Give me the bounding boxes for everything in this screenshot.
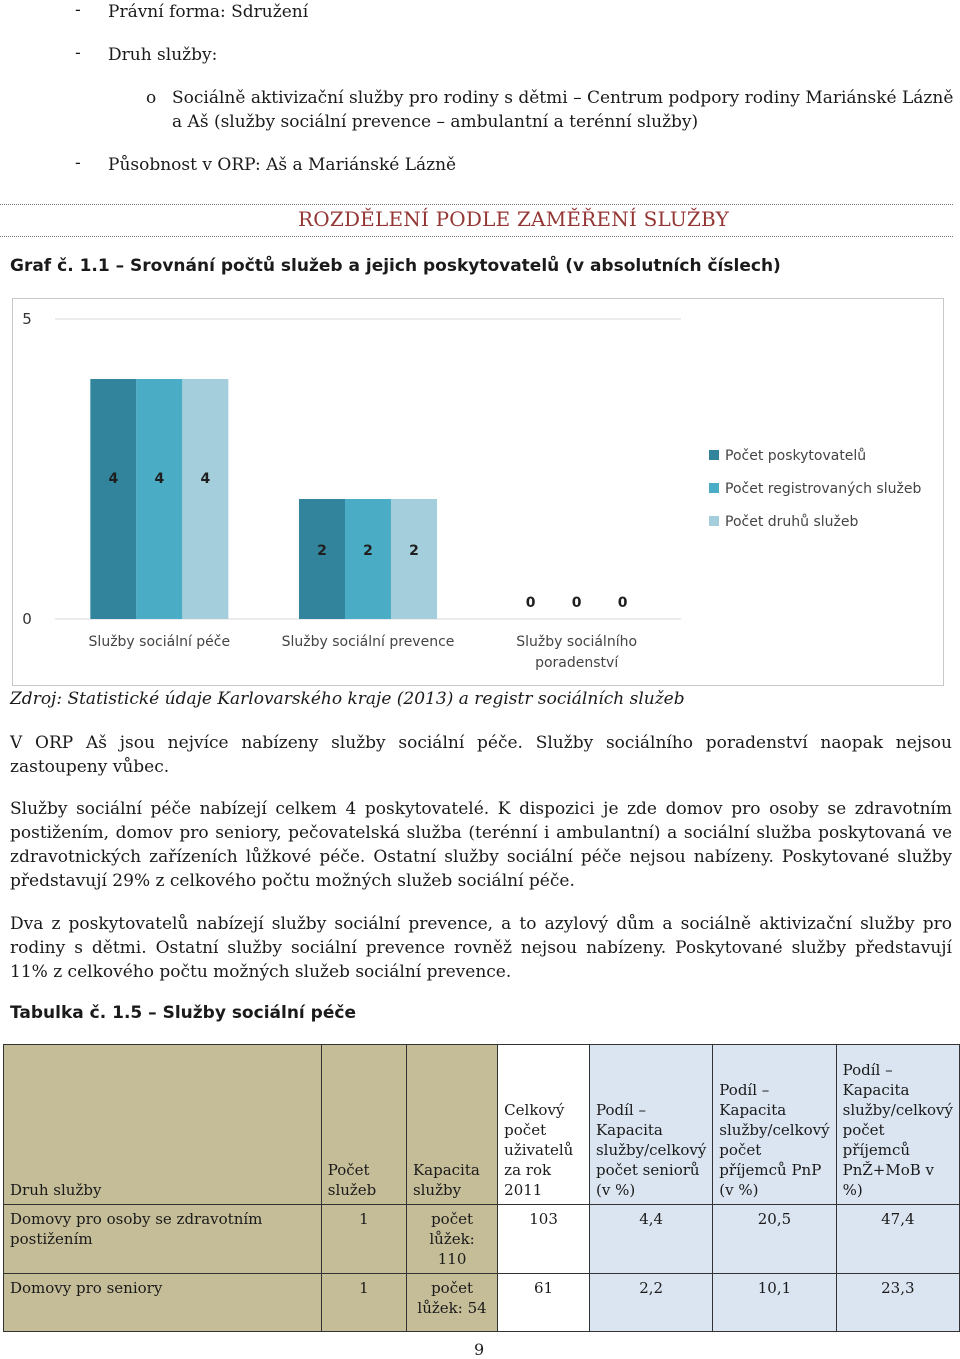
bar: [391, 499, 437, 619]
services-table: [3, 1044, 960, 1332]
bar: [90, 379, 136, 619]
header-users: Celkový počet uživatelů za rok 2011: [498, 1045, 590, 1205]
header-count: Počet služeb: [321, 1045, 406, 1205]
legend-label: Počet registrovaných služeb: [725, 481, 922, 497]
header-share-seniors: Podíl – Kapacita služby/celkový počet seniorů (v %): [589, 1045, 712, 1205]
table-row: [4, 1274, 960, 1332]
y-tick-label: 0: [22, 610, 32, 628]
service-description-line2: a Aš (služby sociální prevence – ambulantní a terénní služby): [172, 112, 699, 132]
legend-label: Počet druhů služeb: [725, 514, 859, 530]
cell-count: 1: [321, 1274, 406, 1332]
cell-type: Domovy pro seniory: [4, 1274, 322, 1332]
chart-source: Zdroj: Statistické údaje Karlovarského kraje (2013) a registr sociálních služeb: [10, 689, 685, 709]
heading-rule-top: [0, 204, 953, 205]
cell-share-pnz: 23,3: [836, 1274, 959, 1332]
list-dash: -: [75, 0, 81, 20]
bar: [182, 379, 228, 619]
header-share-pnp: Podíl – Kapacita služby/celkový počet příjemců PnP (v %): [713, 1045, 836, 1205]
service-type-label: Druh služby:: [108, 45, 218, 65]
data-label: 2: [317, 543, 327, 559]
bar: [136, 379, 182, 619]
list-bullet: o: [146, 88, 157, 108]
legal-form: Právní forma: Sdružení: [108, 2, 309, 22]
x-tick-label: poradenství: [535, 655, 619, 671]
section-heading: ROZDĚLENÍ PODLE ZAMĚŘENÍ SLUŽBY: [298, 207, 729, 231]
data-label: 4: [108, 471, 119, 487]
cell-share-seniors: 2,2: [589, 1274, 712, 1332]
cell-share-seniors: 4,4: [589, 1205, 712, 1274]
data-label: 2: [409, 543, 419, 559]
cell-users: 61: [498, 1274, 590, 1332]
paragraph-prevention-services: Dva z poskytovatelů nabízejí služby sociální prevence, a to azylový dům a sociálně aktivizační služby pro rodiny s dětmi. Ostatní služby sociální prevence rovněž nejsou nabízeny. Poskytované služby představují 11% z celkového počtu možných služeb sociální prevence.: [10, 914, 952, 982]
bar: [345, 499, 391, 619]
cell-share-pnp: 20,5: [713, 1205, 836, 1274]
cell-capacity: počet lůžek: 54: [406, 1274, 497, 1332]
legend-label: Počet poskytovatelů: [725, 448, 867, 464]
cell-share-pnp: 10,1: [713, 1274, 836, 1332]
service-description-line1: Sociálně aktivizační služby pro rodiny s dětmi – Centrum podpory rodiny Mariánské Lázně: [172, 88, 954, 108]
paragraph-care-services: Služby sociální péče nabízejí celkem 4 poskytovatelé. K dispozici je zde domov pro osoby se zdravotním postižením, domov pro seniory, pečovatelská služba (terénní i ambulantní) a sociální služba poskytovaná ve zdravotnických zařízeních lůžkové péče. Ostatní služby sociální péče nejsou nabízeny. Poskytované služby představují 29% z celkového počtu možných služeb sociální péče.: [10, 799, 952, 891]
data-label: 4: [200, 471, 211, 487]
bar: [299, 499, 345, 619]
cell-share-pnz: 47,4: [836, 1205, 959, 1274]
chart-frame: [12, 298, 944, 686]
scope-text: Působnost v ORP: Aš a Mariánské Lázně: [108, 155, 457, 175]
cell-users: 103: [498, 1205, 590, 1274]
data-label: 0: [525, 595, 536, 611]
cell-capacity: počet lůžek: 110: [406, 1205, 497, 1274]
heading-rule-bottom: [0, 236, 953, 237]
legend-swatch: [709, 516, 719, 526]
header-share-pnz: Podíl – Kapacita služby/celkový počet příjemců PnŽ+MoB v %): [836, 1045, 959, 1205]
paragraph-summary: V ORP Aš jsou nejvíce nabízeny služby sociální péče. Služby sociálního poradenství naopak nejsou zastoupeny vůbec.: [10, 733, 952, 777]
cell-type: Domovy pro osoby se zdravotním postižením: [4, 1205, 322, 1274]
bar-chart: [13, 299, 943, 685]
data-label: 0: [617, 595, 628, 611]
data-label: 0: [571, 595, 582, 611]
legend-swatch: [709, 483, 719, 493]
chart-caption: Graf č. 1.1 – Srovnání počtů služeb a jejich poskytovatelů (v absolutních číslech): [10, 256, 781, 276]
y-tick-label: 5: [22, 310, 32, 328]
x-tick-label: Služby sociálního: [516, 634, 638, 650]
legend-swatch: [709, 450, 719, 460]
table-caption: Tabulka č. 1.5 – Služby sociální péče: [10, 1003, 356, 1023]
cell-count: 1: [321, 1205, 406, 1274]
x-tick-label: Služby sociální péče: [88, 634, 231, 650]
header-capacity: Kapacita služby: [406, 1045, 497, 1205]
header-type: Druh služby: [4, 1045, 322, 1205]
x-tick-label: Služby sociální prevence: [281, 634, 455, 650]
data-label: 2: [363, 543, 373, 559]
data-label: 4: [154, 471, 165, 487]
table-row: [4, 1205, 960, 1274]
page-number: 9: [474, 1340, 485, 1359]
list-dash: -: [75, 153, 81, 173]
table-header-row: [4, 1045, 960, 1205]
list-dash: -: [75, 43, 81, 63]
